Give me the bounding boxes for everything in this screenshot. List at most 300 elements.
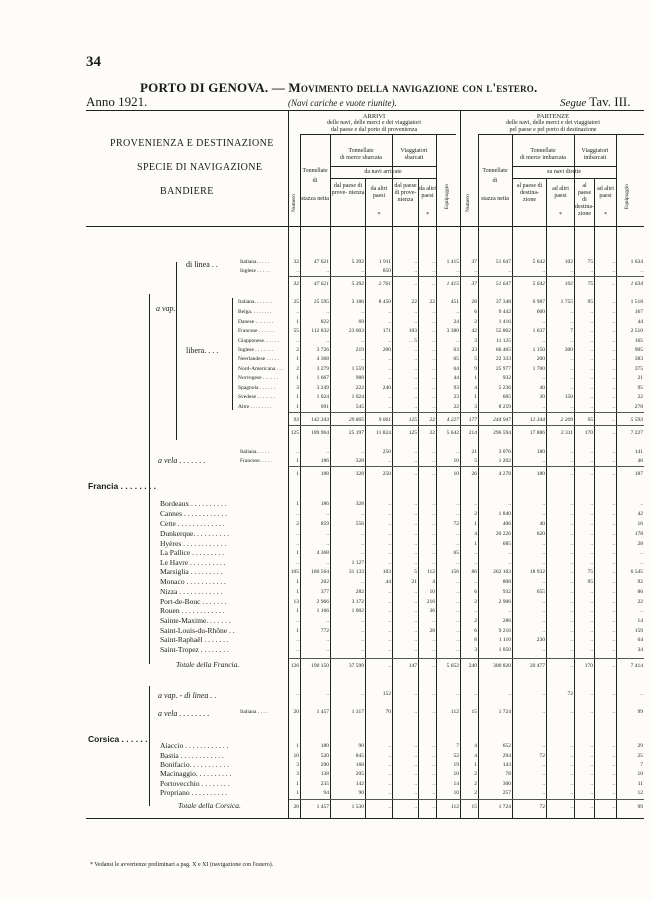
- cell-lib_svedese-5: ..: [432, 394, 435, 400]
- left-header-3: BANDIERE: [160, 186, 214, 197]
- cell-p_cannes-10: ..: [570, 511, 573, 517]
- cell-p_portdebouc-4: ..: [414, 599, 417, 605]
- cell-libera_totale-10: 2 209: [560, 417, 573, 423]
- cell-vap_totale-9: 17 886: [529, 430, 545, 436]
- cell-p_bordeaux-6: ..: [456, 501, 459, 507]
- cell-vela_italiana-0: ..: [296, 449, 299, 455]
- cell-c_bastia-12: ..: [612, 753, 615, 759]
- cell-linea_italiana-10: 102: [564, 259, 573, 265]
- cell-c_macinaggio-9: ..: [542, 771, 545, 777]
- cell-lib_nordamericana-8: 25 977: [495, 366, 511, 372]
- cell-lib_italiana-5: 22: [429, 299, 435, 305]
- cell-linea_italiana-2: 5 392: [351, 259, 364, 265]
- cell-corsica_totale-10: ..: [570, 804, 573, 810]
- cell-p_monaco-7: ..: [474, 579, 477, 585]
- cell-p_havre-1: ..: [326, 560, 329, 566]
- cell-c_bonifacio-6: 19: [453, 762, 459, 768]
- cell-lib_danese-1: 822: [320, 319, 329, 325]
- cell-lib_neerlandese-7: 5: [474, 356, 477, 362]
- label-di-linea: di linea . .: [186, 260, 218, 269]
- cell-c_propriano-6: 10: [453, 790, 459, 796]
- cell-c_bastia-1: 520: [320, 753, 329, 759]
- port-name-c_portovecchio: Portovecchio . . . . . . . .: [160, 779, 230, 788]
- brace-francia: [149, 294, 150, 664]
- cell-linea_totale-6: 1 415: [446, 281, 459, 287]
- cell-vela_francese-1: 186: [320, 458, 329, 464]
- port-name-p_portdebouc: Port-de-Bouc . . . . . . .: [160, 597, 227, 606]
- cell-lib_francese-6: 3 380: [446, 328, 459, 334]
- cell-lib_altre-5: ..: [432, 404, 435, 410]
- cell-lib_spagnola-12: ..: [612, 385, 615, 391]
- cell-c_portovecchio-11: ..: [590, 781, 593, 787]
- cell-p_monaco-6: ..: [456, 579, 459, 585]
- cell-c_bonifacio-9: ..: [542, 762, 545, 768]
- cell-c_bastia-5: ..: [432, 753, 435, 759]
- cell-lib_francese-11: ..: [590, 328, 593, 334]
- cell-vela_italiana-7: 21: [471, 449, 477, 455]
- rule-libera-total: [289, 412, 644, 413]
- cell-p_sainttropez-13: 34: [637, 647, 643, 653]
- cell-p_pallice-9: ..: [542, 550, 545, 556]
- cell-p_cette-5: ..: [432, 521, 435, 527]
- cell-cor_vela-7: 15: [471, 709, 477, 715]
- cell-p_portdebouc-9: ..: [542, 599, 545, 605]
- cell-p_dunkerque-6: ..: [456, 531, 459, 537]
- cell-lib_giapponese-5: ..: [432, 338, 435, 344]
- port-name-p_nizza: Nizza . . . . . . . . . . . .: [160, 587, 223, 596]
- cell-linea_italiana-11: 75: [587, 259, 593, 265]
- cell-lib_danese-6: 24: [453, 319, 459, 325]
- cell-lib_svedese-3: ..: [388, 394, 391, 400]
- cell-lib_giapponese-8: 11 125: [496, 338, 511, 344]
- partenze-desc-1: delle navi, delle merci e dei viaggiatori: [506, 120, 600, 126]
- cell-p_rouen-9: ..: [542, 608, 545, 614]
- cell-cor_vap_linea-6: ..: [456, 691, 459, 697]
- cell-p_havre-8: ..: [508, 560, 511, 566]
- cell-vap_totale-8: 296 594: [493, 430, 511, 436]
- cell-p_portdebouc-1: 2 966: [316, 599, 329, 605]
- cell-lib_svedese-2: 1 024: [351, 394, 364, 400]
- cell-lib_francese-5: ..: [432, 328, 435, 334]
- cell-lib_inglese-8: 66 465: [495, 347, 511, 353]
- cell-p_pallice-0: 1: [296, 550, 299, 556]
- cell-p_sainttropez-8: 1 050: [498, 647, 511, 653]
- cell-libera_totale-7: 177: [468, 417, 477, 423]
- cell-p_monaco-3: 44: [385, 579, 391, 585]
- cell-lib_spagnola-6: 93: [453, 385, 459, 391]
- rule-vap-total: [289, 425, 644, 426]
- par-merce-2: di merce imbarcata: [520, 155, 566, 161]
- cell-p_saintemaxime-0: ..: [296, 618, 299, 624]
- par-numero-header: Numero: [465, 194, 471, 213]
- cell-p_dunkerque-8: 20 226: [495, 531, 511, 537]
- cell-p_hyeres-7: 1: [474, 541, 477, 547]
- cell-cor_vap_linea-1: ..: [326, 691, 329, 697]
- cell-lib_italiana-9: 6 987: [532, 299, 545, 305]
- cell-linea_italiana-1: 47 621: [313, 259, 329, 265]
- cell-p_marsiglia-0: 105: [290, 569, 299, 575]
- label-vela-corsica: a vela . . . . . . . .: [158, 709, 210, 718]
- cell-vela_italiana-4: ..: [414, 449, 417, 455]
- cell-lib_svedese-4: ..: [414, 394, 417, 400]
- cell-c_bastia-0: 10: [293, 753, 299, 759]
- par-viagg-1: Viaggiatori: [581, 148, 609, 154]
- cell-libera_totale-2: 29 805: [348, 417, 364, 423]
- port-name-p_marsiglia: Marsiglia . . . . . . . . .: [160, 567, 223, 576]
- cell-lib_spagnola-9: 40: [539, 385, 545, 391]
- cell-c_propriano-8: 257: [502, 790, 511, 796]
- cell-p_nizza-6: ..: [456, 589, 459, 595]
- cell-linea_italiana-8: 51 647: [495, 259, 511, 265]
- cell-p_dunkerque-9: 620: [536, 531, 545, 537]
- cell-vela_francese-6: 10: [453, 458, 459, 464]
- cell-p_portdebouc-13: 22: [637, 599, 643, 605]
- cell-vap_totale-11: 170: [584, 430, 593, 436]
- cell-lib_giapponese-13: 165: [634, 338, 643, 344]
- cell-p_saintemaxime-5: ..: [432, 618, 435, 624]
- cell-p_bordeaux-4: ..: [414, 501, 417, 507]
- cell-p_marsiglia-3: 103: [382, 569, 391, 575]
- arr-star-1: *: [377, 212, 381, 218]
- cell-linea_totale-4: ..: [414, 281, 417, 287]
- cell-p_saintemaxime-4: ..: [414, 618, 417, 624]
- cell-libera_totale-0: 93: [293, 417, 299, 423]
- cell-lib_belga-5: ..: [432, 309, 435, 315]
- cell-francia_totale-3: ..: [388, 663, 391, 669]
- cell-lib_inglese-13: 905: [634, 347, 643, 353]
- cell-linea_inglese-5: ..: [432, 268, 435, 274]
- cell-c_bastia-3: ..: [388, 753, 391, 759]
- port-name-p_sainttropez: Saint-Tropez . . . . . . . .: [160, 645, 229, 654]
- cell-lib_inglese-9: 1 150: [532, 347, 545, 353]
- par-equipaggio-header: Equipaggio: [624, 184, 630, 210]
- port-name-p_saintlouis: Saint-Louis-du-Rhône . .: [160, 626, 235, 635]
- cell-lib_francese-0: 55: [293, 328, 299, 334]
- cell-p_marsiglia-8: 262 163: [493, 569, 511, 575]
- cell-cor_vap_linea-11: ..: [590, 691, 593, 697]
- cell-lib_norvegese-11: ..: [590, 375, 593, 381]
- cell-p_sainttropez-4: ..: [414, 647, 417, 653]
- cell-corsica_totale-4: ..: [414, 804, 417, 810]
- cell-corsica_totale-5: ..: [432, 804, 435, 810]
- cell-lib_neerlandese-0: 1: [296, 356, 299, 362]
- cell-c_aiaccio-0: 1: [296, 743, 299, 749]
- rule-corsica-total: [289, 799, 644, 800]
- rule-francia-total: [289, 658, 644, 659]
- cell-cor_vap_linea-4: ..: [414, 691, 417, 697]
- cell-vela_italiana-5: ..: [432, 449, 435, 455]
- flag-name-linea_inglese: Inglese . . . . .: [240, 268, 270, 274]
- cell-p_bordeaux-7: ..: [474, 501, 477, 507]
- cell-linea_italiana-4: ..: [414, 259, 417, 265]
- cell-p_portdebouc-6: ..: [456, 599, 459, 605]
- cell-vela_francese-3: ..: [388, 458, 391, 464]
- cell-lib_nordamericana-3: ..: [388, 366, 391, 372]
- cell-lib_neerlandese-6: 65: [453, 356, 459, 362]
- cell-p_sainttropez-5: ..: [432, 647, 435, 653]
- cell-p_havre-2: 1 127: [351, 560, 364, 566]
- cell-lib_norvegese-9: ..: [542, 375, 545, 381]
- cell-cor_vap_linea-5: ..: [432, 691, 435, 697]
- year-label: Anno 1921.: [86, 94, 148, 109]
- port-name-p_hyeres: Hyères . . . . . . . . . . . .: [160, 539, 227, 548]
- par-al-paese-2: al paese di destina- zione: [575, 183, 594, 217]
- cell-libera_totale-13: 5 593: [630, 417, 643, 423]
- cell-p_saintraphael-0: ..: [296, 637, 299, 643]
- table-number: Tav. III.: [589, 94, 631, 109]
- cell-linea_inglese-10: ..: [570, 268, 573, 274]
- arr-altri-2: da altri paesi: [419, 186, 436, 199]
- cell-linea_totale-7: 37: [471, 281, 477, 287]
- cell-c_bonifacio-1: 290: [320, 762, 329, 768]
- cell-lib_norvegese-10: ..: [570, 375, 573, 381]
- cell-lib_belga-4: ..: [414, 309, 417, 315]
- cell-vela_totale-6: 10: [453, 471, 459, 477]
- cell-p_cannes-9: ..: [542, 511, 545, 517]
- cell-c_aiaccio-7: 4: [474, 743, 477, 749]
- cell-p_nizza-7: 6: [474, 589, 477, 595]
- cell-p_havre-0: ..: [296, 560, 299, 566]
- cell-lib_belga-10: ..: [570, 309, 573, 315]
- cell-linea_italiana-13: 1 634: [630, 259, 643, 265]
- cell-c_aiaccio-9: ..: [542, 743, 545, 749]
- cell-p_sainttropez-1: ..: [326, 647, 329, 653]
- cell-p_saintemaxime-7: 2: [474, 618, 477, 624]
- flag-name-lib_francese: Francese . . . . . .: [238, 328, 275, 334]
- cell-vela_totale-3: 250: [382, 471, 391, 477]
- cell-p_cannes-0: ..: [296, 511, 299, 517]
- cell-c_bastia-8: 294: [502, 753, 511, 759]
- cell-p_marsiglia-11: 75: [587, 569, 593, 575]
- port-name-p_dunkerque: Dunkerque. . . . . . . . . .: [160, 529, 229, 538]
- cell-p_cette-6: 72: [453, 521, 459, 527]
- footnote: * Vedansi le avvertenze preliminari a pag. X e XI (navigazione con l'estero).: [90, 862, 274, 868]
- title-note: (Navi cariche e vuote riunite).: [288, 98, 397, 108]
- cell-vela_francese-2: 328: [355, 458, 364, 464]
- cell-vela_totale-11: ..: [590, 471, 593, 477]
- cell-p_havre-12: ..: [612, 560, 615, 566]
- cell-p_rouen-4: ..: [414, 608, 417, 614]
- cell-p_saintemaxime-13: 14: [637, 618, 643, 624]
- cell-p_saintraphael-6: ..: [456, 637, 459, 643]
- cell-c_aiaccio-3: ..: [388, 743, 391, 749]
- cell-lib_altre-6: 22: [453, 404, 459, 410]
- cell-lib_danese-12: ..: [612, 319, 615, 325]
- arr-dal-paese-1: dal paese di prove- nienza: [331, 183, 365, 196]
- cell-c_propriano-7: 2: [474, 790, 477, 796]
- cell-c_bonifacio-12: ..: [612, 762, 615, 768]
- cell-c_macinaggio-12: ..: [612, 771, 615, 777]
- cell-cor_vela-11: ..: [590, 709, 593, 715]
- partenze-desc-2: pel paese e pel porto di destinazione: [509, 127, 597, 133]
- cell-linea_italiana-0: 32: [293, 259, 299, 265]
- cell-c_bonifacio-4: ..: [414, 762, 417, 768]
- flag-name-cor_vela: Italiana . . . .: [240, 709, 268, 715]
- cell-lib_nordamericana-4: ..: [414, 366, 417, 372]
- cell-c_macinaggio-3: ..: [388, 771, 391, 777]
- cell-vap_totale-13: 7 227: [630, 430, 643, 436]
- cell-c_propriano-0: 1: [296, 790, 299, 796]
- rule-linea-total: [289, 276, 644, 277]
- par-altri-1: ad altri paesi: [552, 186, 569, 199]
- cell-lib_italiana-6: 451: [450, 299, 459, 305]
- cell-p_rouen-13: ..: [640, 608, 643, 614]
- cell-cor_vap_linea-0: ..: [296, 691, 299, 697]
- cell-p_saintlouis-6: ..: [456, 628, 459, 634]
- cell-lib_altre-9: ..: [542, 404, 545, 410]
- cell-linea_italiana-9: 5 642: [532, 259, 545, 265]
- cell-corsica_totale-6: 112: [450, 804, 459, 810]
- flag-name-lib_nordamericana: Nord-Americana . . .: [238, 366, 284, 372]
- cell-c_macinaggio-4: ..: [414, 771, 417, 777]
- cell-p_saintlouis-9: ..: [542, 628, 545, 634]
- par-ton-stazza: stazza netta: [481, 196, 509, 202]
- cell-lib_italiana-13: 1 518: [630, 299, 643, 305]
- cell-c_portovecchio-0: 1: [296, 781, 299, 787]
- cell-p_saintemaxime-1: ..: [326, 618, 329, 624]
- cell-p_rouen-2: 1 002: [351, 608, 364, 614]
- cell-p_cette-3: ..: [388, 521, 391, 527]
- cell-p_pallice-8: ..: [508, 550, 511, 556]
- cell-libera_totale-1: 142 343: [311, 417, 329, 423]
- cell-c_propriano-4: ..: [414, 790, 417, 796]
- cell-p_hyeres-11: ..: [590, 541, 593, 547]
- cell-lib_svedese-12: ..: [612, 394, 615, 400]
- flag-name-vela_italiana: Italiana. . . . .: [240, 449, 269, 455]
- flag-name-lib_belga: Belga. . . . . . . .: [238, 309, 272, 315]
- label-a-vap: a vap.: [156, 304, 176, 313]
- cell-vela_italiana-8: 3 076: [498, 449, 511, 455]
- cell-p_portdebouc-12: ..: [612, 599, 615, 605]
- cell-vela_totale-1: 188: [320, 471, 329, 477]
- cell-vap_totale-5: 22: [429, 430, 435, 436]
- cell-lib_norvegese-6: 44: [453, 375, 459, 381]
- cell-p_cette-4: ..: [414, 521, 417, 527]
- cell-p_sainttropez-2: ..: [361, 647, 364, 653]
- cell-lib_belga-13: 167: [634, 309, 643, 315]
- cell-lib_neerlandese-1: 4 368: [316, 356, 329, 362]
- cell-p_marsiglia-13: 6 545: [630, 569, 643, 575]
- cell-lib_spagnola-10: ..: [570, 385, 573, 391]
- cell-p_rouen-10: ..: [570, 608, 573, 614]
- cell-cor_vela-1: 1 457: [316, 709, 329, 715]
- cell-p_portdebouc-3: ..: [388, 599, 391, 605]
- cell-p_dunkerque-5: ..: [432, 531, 435, 537]
- cell-linea_totale-2: 5 392: [351, 281, 364, 287]
- cell-p_pallice-6: 65: [453, 550, 459, 556]
- cell-cor_vela-3: 70: [385, 709, 391, 715]
- cell-lib_neerlandese-8: 22 333: [495, 356, 511, 362]
- cell-p_rouen-1: 1 166: [316, 608, 329, 614]
- totale-francia-label: Totale della Francia.: [176, 660, 240, 669]
- cell-linea_inglese-1: ..: [326, 268, 329, 274]
- cell-p_hyeres-12: ..: [612, 541, 615, 547]
- cell-cor_vela-12: ..: [612, 709, 615, 715]
- cell-p_monaco-10: ..: [570, 579, 573, 585]
- cell-lib_spagnola-4: ..: [414, 385, 417, 391]
- cell-lib_nordamericana-10: ..: [570, 366, 573, 372]
- cell-p_dunkerque-13: 178: [634, 531, 643, 537]
- par-altri-2: ad altri paesi: [597, 186, 614, 199]
- cell-c_portovecchio-6: 14: [453, 781, 459, 787]
- cell-cor_vap_linea-9: ..: [542, 691, 545, 697]
- cell-c_macinaggio-5: ..: [432, 771, 435, 777]
- top-rule: [86, 110, 644, 111]
- cell-p_dunkerque-3: ..: [388, 531, 391, 537]
- cell-linea_italiana-5: ..: [432, 259, 435, 265]
- cell-p_hyeres-1: ..: [326, 541, 329, 547]
- port-name-p_havre: Le Havre . . . . . . . . . .: [160, 558, 226, 567]
- cell-lib_giapponese-3: ..: [388, 338, 391, 344]
- cell-p_rouen-11: ..: [590, 608, 593, 614]
- cell-p_bordeaux-2: 328: [355, 501, 364, 507]
- cell-lib_altre-13: 278: [634, 404, 643, 410]
- cell-linea_totale-12: ..: [612, 281, 615, 287]
- cell-p_havre-10: ..: [570, 560, 573, 566]
- cell-p_saintraphael-5: ..: [432, 637, 435, 643]
- cell-p_nizza-9: 655: [536, 589, 545, 595]
- arr-ton-di: di: [312, 178, 318, 184]
- cell-vela_francese-12: ..: [612, 458, 615, 464]
- cell-p_marsiglia-9: 18 932: [529, 569, 545, 575]
- cell-c_propriano-2: 90: [358, 790, 364, 796]
- cell-linea_totale-1: 47 621: [313, 281, 329, 287]
- cell-p_hyeres-5: ..: [432, 541, 435, 547]
- cell-c_bastia-6: 52: [453, 753, 459, 759]
- port-name-p_rouen: Rouen . . . . . . . . . . . .: [160, 606, 225, 615]
- col-rule-3: [330, 134, 331, 818]
- arrivi-title: ARRIVI: [362, 113, 386, 120]
- arr-dal-paese-2: dal paese di prove- nienza: [394, 183, 417, 203]
- cell-cor_vap_linea-13: ..: [640, 691, 643, 697]
- cell-vela_francese-13: 46: [637, 458, 643, 464]
- flag-name-linea_italiana: Italiana. . . . .: [240, 259, 269, 265]
- cell-p_bordeaux-9: ..: [542, 501, 545, 507]
- cell-lib_nordamericana-11: ..: [590, 366, 593, 372]
- cell-linea_inglese-11: ..: [590, 268, 593, 274]
- cell-p_rouen-7: ..: [474, 608, 477, 614]
- cell-c_bastia-11: ..: [590, 753, 593, 759]
- cell-linea_inglese-4: ..: [414, 268, 417, 274]
- cell-lib_belga-0: ..: [296, 309, 299, 315]
- flag-name-vela_francese: Francese. . . . .: [240, 458, 272, 464]
- cell-p_portdebouc-11: ..: [590, 599, 593, 605]
- label-vap-linea-corsica: a vap. - di linea . .: [158, 691, 217, 700]
- cell-p_saintlouis-7: 6: [474, 628, 477, 634]
- cell-p_havre-7: ..: [474, 560, 477, 566]
- cell-p_saintlouis-4: ..: [414, 628, 417, 634]
- cell-p_cannes-7: 2: [474, 511, 477, 517]
- cell-lib_italiana-3: 8 450: [378, 299, 391, 305]
- cell-p_cannes-8: 1 840: [498, 511, 511, 517]
- flag-name-lib_danese: Danese . . . . . . .: [238, 319, 274, 325]
- cell-p_sainttropez-3: ..: [388, 647, 391, 653]
- cell-p_marsiglia-2: 31 133: [348, 569, 364, 575]
- cell-p_bordeaux-13: ..: [640, 501, 643, 507]
- cell-p_hyeres-8: 685: [502, 541, 511, 547]
- cell-p_saintemaxime-6: ..: [456, 618, 459, 624]
- cell-lib_altre-2: 545: [355, 404, 364, 410]
- cell-c_bastia-9: 72: [539, 753, 545, 759]
- cell-lib_italiana-12: ..: [612, 299, 615, 305]
- port-name-p_bordeaux: Bordeaux . . . . . . . . . .: [160, 499, 227, 508]
- cell-lib_nordamericana-1: 3 279: [316, 366, 329, 372]
- cell-p_pallice-5: ..: [432, 550, 435, 556]
- cell-c_bonifacio-7: 1: [474, 762, 477, 768]
- cell-p_dunkerque-10: ..: [570, 531, 573, 537]
- cell-lib_norvegese-4: ..: [414, 375, 417, 381]
- cell-lib_belga-3: ..: [388, 309, 391, 315]
